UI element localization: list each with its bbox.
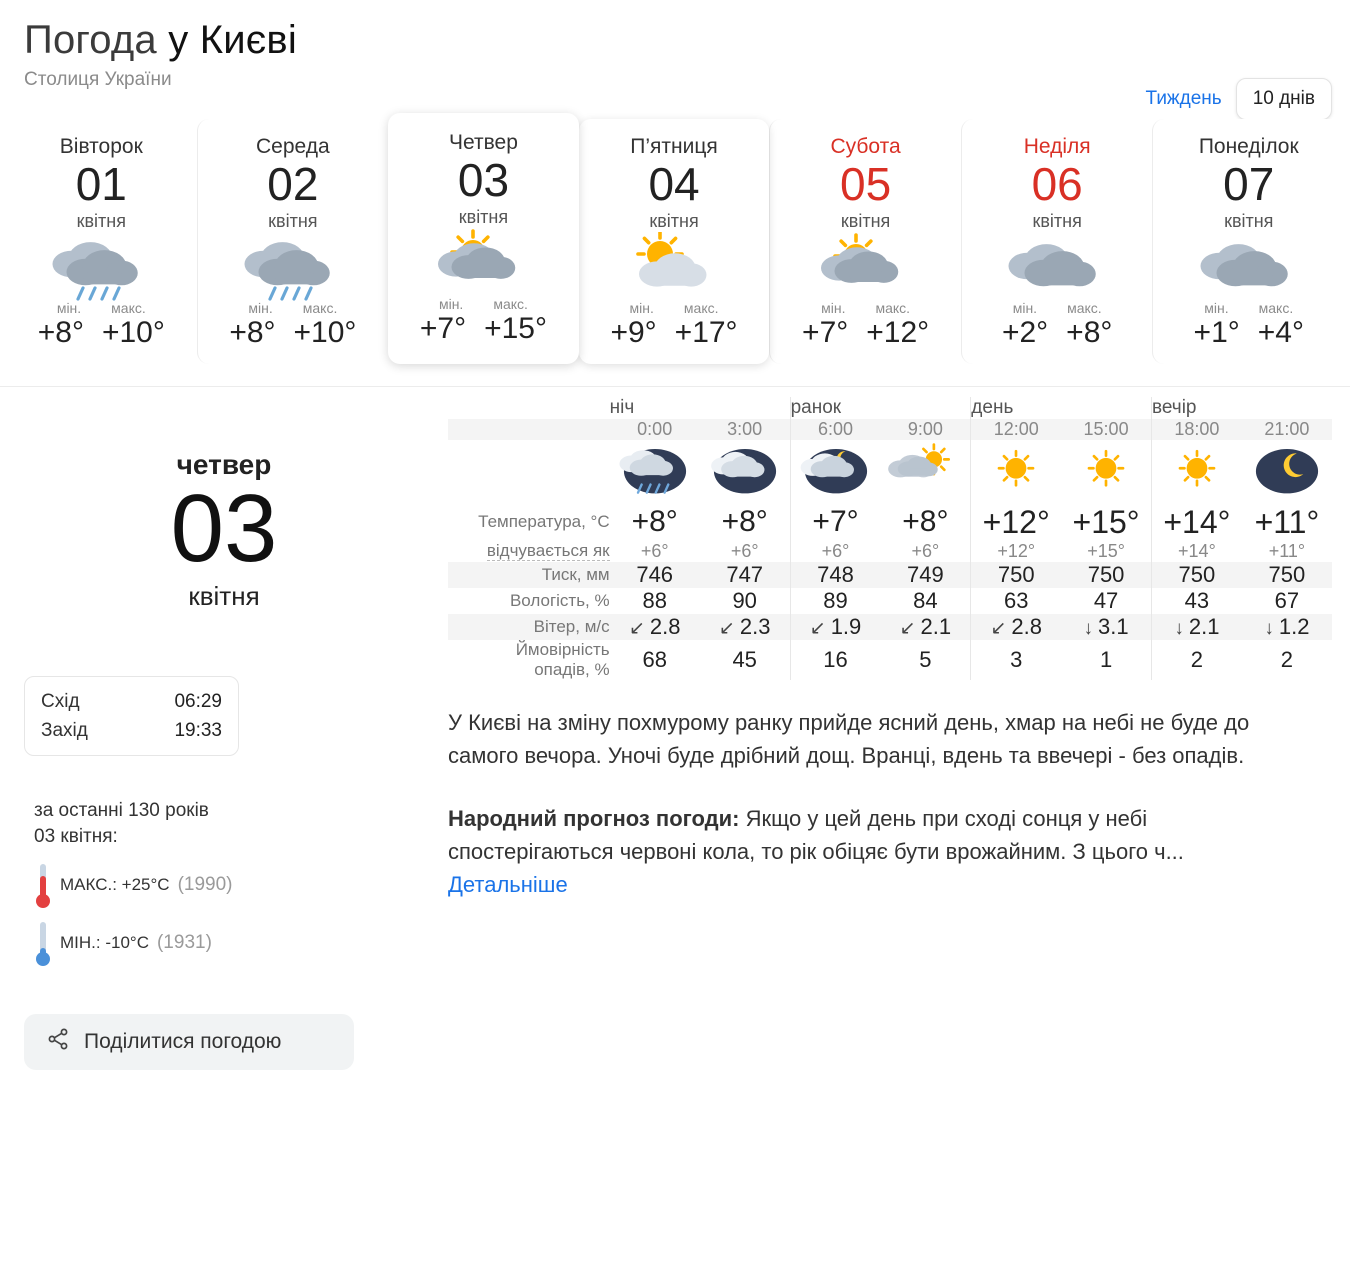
day-min-temp: +1° <box>1193 315 1240 349</box>
part-of-day-0: ніч <box>609 396 635 418</box>
pressure-cell-2: 748 <box>790 562 880 588</box>
day-max-temp: +10° <box>101 315 165 349</box>
wind-cell-5: ↓ 3.1 <box>1061 614 1151 640</box>
day-max-label: макс. <box>493 295 528 312</box>
day-number: 02 <box>267 158 319 210</box>
day-min-temp: +8° <box>229 315 276 349</box>
day-minmax-values <box>10 316 193 350</box>
hour-weather-sun-icon <box>1151 440 1241 504</box>
wind-cell-1: ↙ 2.3 <box>700 614 790 640</box>
day-weather-sun-cloud-icon <box>774 236 957 298</box>
page-title-prefix: Погода <box>24 18 157 62</box>
temperature-cell-7: +11° <box>1254 503 1320 540</box>
day-card-02[interactable] <box>197 119 389 364</box>
day-minmax-labels <box>966 300 1149 316</box>
hour-weather-night-partly-icon <box>790 440 880 504</box>
sunset-label: Захід <box>41 719 88 741</box>
hour-weather-sun-icon <box>971 440 1061 504</box>
pressure-cell-5: 750 <box>1061 562 1151 588</box>
historical-min-year: (1931) <box>156 931 212 953</box>
sunrise-row <box>41 687 222 716</box>
pressure-cell-4: 750 <box>971 562 1061 588</box>
precipitation-cell-7: 2 <box>1280 646 1294 672</box>
humidity-cell-0: 88 <box>642 587 667 613</box>
day-minmax-labels <box>774 300 957 316</box>
period-switch <box>1138 78 1332 120</box>
historical-title-line1: за останні 130 років <box>34 800 209 822</box>
hour-weather-night-cloud-icon <box>700 440 790 504</box>
day-min-temp: +7° <box>419 311 467 345</box>
selected-day-number: 03 <box>170 474 278 582</box>
day-max-label: макс. <box>875 299 911 316</box>
wind-direction-icon: ↙ <box>990 617 1007 639</box>
humidity-cell-1: 90 <box>732 587 757 613</box>
day-minmax-labels <box>583 300 766 316</box>
day-max-temp: +8° <box>1066 315 1113 349</box>
day-minmax-values <box>583 316 766 350</box>
wind-label: Вітер, м/с <box>448 614 610 640</box>
day-month: квітня <box>840 210 891 231</box>
temperature-cell-6: +14° <box>1151 504 1241 541</box>
day-month: квітня <box>1224 210 1274 231</box>
feels-like-cell-0: +6° <box>640 540 669 561</box>
feels-like-row <box>448 541 1332 562</box>
time-cell-21:00: 21:00 <box>1242 419 1332 440</box>
day-min-label: мін. <box>821 299 846 316</box>
day-weather-cloud-icon <box>966 236 1149 298</box>
page-title-city: у Києві <box>168 18 297 62</box>
day-card-07[interactable] <box>1152 119 1344 364</box>
day-max-label: макс. <box>1067 299 1102 316</box>
historical-min-row <box>34 920 448 966</box>
day-weekday: Неділя <box>1023 135 1091 158</box>
weather-description: У Києві на зміну похмурому ранку прийде ясний день, хмар на небі не буде до самого вечора. Уночі буде дрібний дощ. Вранці, вдень та ввечері - без опадів. <box>448 709 1250 768</box>
day-month: квітня <box>76 210 126 231</box>
wind-direction-icon: ↙ <box>899 617 916 639</box>
historical-min-label: МІН.: -10°C <box>60 932 149 952</box>
sunset-row <box>41 716 222 745</box>
precipitation-cell-5: 1 <box>1099 646 1113 672</box>
humidity-cell-4: 63 <box>971 588 1061 614</box>
wind-cell-7: ↓ 1.2 <box>1242 614 1332 640</box>
humidity-cell-5: 47 <box>1093 587 1119 613</box>
temperature-cell-2: +7° <box>790 504 880 541</box>
hour-weather-sun-cloud-small-icon <box>880 440 970 504</box>
details-section <box>0 387 1350 1070</box>
pressure-label: Тиск, мм <box>448 562 610 588</box>
feels-like-label: відчувається як <box>486 541 610 561</box>
time-cell-15:00: 15:00 <box>1061 419 1151 440</box>
share-weather-label: Поділитися погодою <box>84 1029 282 1053</box>
pressure-cell-3: 749 <box>880 562 970 588</box>
day-weekday: Вівторок <box>59 135 143 158</box>
day-weekday: П’ятниця <box>630 135 718 158</box>
day-minmax-labels <box>202 300 385 316</box>
wind-cell-6: ↓ 2.1 <box>1151 614 1241 640</box>
day-max-label: макс. <box>111 299 146 316</box>
day-max-temp: +4° <box>1257 315 1304 349</box>
day-weather-sun-cloud-icon <box>392 232 575 294</box>
day-min-label: мін. <box>56 299 82 316</box>
feels-like-cell-7: +11° <box>1268 540 1306 561</box>
day-number: 03 <box>457 154 510 206</box>
folk-forecast-text: Якщо у цей день при сході сонця у небі спостерігаються червоні кола, то рік обіцяє бути врожайним. З цього ч... <box>448 805 1184 864</box>
pressure-cell-0: 746 <box>610 562 700 588</box>
feels-like-cell-4: +12° <box>971 541 1061 562</box>
day-minmax-values <box>774 316 957 350</box>
details-left-column <box>0 397 448 1070</box>
day-weekday: Понеділок <box>1198 135 1299 158</box>
humidity-cell-3: 84 <box>913 587 938 613</box>
feels-like-cell-3: +6° <box>911 540 940 561</box>
temperature-cell-3: +8° <box>902 505 949 539</box>
sunrise-label: Схід <box>41 690 80 712</box>
precipitation-cell-2: 16 <box>790 640 880 680</box>
thermometer-cold-icon <box>34 920 52 966</box>
time-cell-6:00: 6:00 <box>790 419 880 440</box>
day-max-temp: +10° <box>293 315 357 349</box>
wind-direction-icon: ↓ <box>1083 617 1094 639</box>
thermometer-hot-icon <box>34 862 52 908</box>
historical-records <box>34 798 448 965</box>
day-max-temp: +12° <box>866 315 930 349</box>
temperature-cell-0: +8° <box>631 505 678 539</box>
precipitation-cell-6: 2 <box>1151 640 1241 680</box>
day-month: квітня <box>649 210 699 231</box>
feels-like-cell-6: +14° <box>1151 541 1241 562</box>
sunset-value: 19:33 <box>174 719 222 741</box>
day-card-06[interactable] <box>961 119 1153 364</box>
time-cell-0:00: 0:00 <box>610 419 700 440</box>
hourly-forecast-table <box>448 397 1332 680</box>
day-max-label: макс. <box>1258 299 1294 316</box>
hour-weather-moon-icon <box>1242 440 1332 504</box>
day-min-temp: +8° <box>37 315 84 349</box>
day-min-temp: +9° <box>610 315 657 349</box>
day-minmax-values <box>1157 316 1340 350</box>
day-month: квітня <box>1032 210 1082 231</box>
humidity-cell-6: 43 <box>1151 588 1241 614</box>
wind-direction-icon: ↓ <box>1174 617 1184 639</box>
day-weather-rain-icon <box>202 236 385 298</box>
pressure-cell-1: 747 <box>700 562 790 588</box>
day-weekday: Середа <box>256 135 330 158</box>
share-icon <box>46 1027 70 1057</box>
temperature-label: Температура, °C <box>478 512 610 532</box>
day-number: 07 <box>1223 158 1275 210</box>
humidity-row <box>448 588 1332 614</box>
day-weekday: Субота <box>830 135 901 158</box>
day-card-01[interactable] <box>6 119 197 364</box>
wind-row <box>448 614 1332 640</box>
day-month: квітня <box>268 210 318 231</box>
selected-day-weekday: четвер <box>176 448 272 480</box>
pressure-cell-6: 750 <box>1151 562 1241 588</box>
pressure-cell-7: 750 <box>1242 562 1332 588</box>
day-minmax-labels <box>392 296 575 312</box>
folk-forecast-more-link[interactable]: Детальніше <box>448 871 568 897</box>
sunrise-value: 06:29 <box>174 690 222 712</box>
temperature-cell-1: +8° <box>721 505 768 539</box>
feels-like-cell-1: +6° <box>730 540 759 561</box>
day-card-03[interactable] <box>388 113 579 364</box>
page-subtitle: Столиця України <box>24 69 172 90</box>
sun-times-box <box>24 676 239 757</box>
precipitation-cell-1: 45 <box>732 646 757 672</box>
day-weather-rain-icon <box>10 236 193 298</box>
day-number: 04 <box>648 158 700 210</box>
historical-title-line2: 03 квітня: <box>34 826 118 848</box>
wind-direction-icon: ↙ <box>718 617 735 639</box>
day-min-label: мін. <box>248 299 273 316</box>
page-title <box>24 18 1350 63</box>
day-min-temp: +7° <box>802 315 849 349</box>
hour-weather-sun-icon <box>1061 440 1151 504</box>
wind-direction-icon: ↓ <box>1264 617 1274 639</box>
day-month: квітня <box>458 206 509 227</box>
day-card-05[interactable] <box>769 119 961 364</box>
day-max-temp: +15° <box>484 311 547 345</box>
day-minmax-values <box>202 316 385 350</box>
wind-cell-0: ↙ 2.8 <box>610 614 700 640</box>
temperature-row <box>448 504 1332 541</box>
details-right-column <box>448 397 1350 1070</box>
day-minmax-labels <box>1157 300 1340 316</box>
day-min-temp: +2° <box>1001 315 1049 349</box>
folk-forecast <box>448 802 1278 901</box>
historical-max-row <box>34 862 448 908</box>
selected-day-month: квітня <box>188 580 260 611</box>
day-max-label: макс. <box>302 299 338 316</box>
day-number: 06 <box>1031 158 1083 210</box>
time-cell-12:00: 12:00 <box>971 419 1061 440</box>
temperature-cell-5: +15° <box>1072 503 1140 540</box>
wind-cell-4: ↙ 2.8 <box>971 614 1061 640</box>
precipitation-row <box>448 640 1332 680</box>
part-of-day-1: ранок <box>790 397 971 419</box>
precipitation-cell-3: 5 <box>919 646 932 672</box>
historical-max-year: (1990) <box>177 873 233 895</box>
day-min-label: мін. <box>1012 299 1038 316</box>
share-weather-button[interactable] <box>24 1014 354 1070</box>
wind-direction-icon: ↙ <box>628 617 645 639</box>
hour-weather-night-rain-icon <box>610 440 700 504</box>
day-min-label: мін. <box>629 299 654 316</box>
time-row <box>448 419 1332 440</box>
selected-day <box>0 397 448 612</box>
pressure-row <box>448 562 1332 588</box>
hour-icons-row <box>448 440 1332 504</box>
historical-max-label: МАКС.: +25°C <box>60 874 170 894</box>
day-max-label: макс. <box>683 299 719 316</box>
day-weather-cloud-icon <box>1157 236 1340 298</box>
part-of-day-3: вечір <box>1151 397 1332 419</box>
day-weather-sun-cloud-light-icon <box>583 236 766 298</box>
day-max-temp: +17° <box>674 315 738 349</box>
day-number: 05 <box>840 158 892 210</box>
period-ten-days-button[interactable]: 10 днів <box>1236 78 1332 120</box>
precipitation-cell-4: 3 <box>971 640 1061 680</box>
wind-cell-3: ↙ 2.1 <box>880 614 970 640</box>
precipitation-label: Ймовірність опадів, % <box>515 639 610 679</box>
temperature-cell-4: +12° <box>971 504 1061 541</box>
humidity-label: Вологість, % <box>509 590 610 610</box>
day-min-label: мін. <box>1204 299 1229 316</box>
day-number: 01 <box>75 158 127 210</box>
day-minmax-values <box>392 312 575 346</box>
humidity-cell-7: 67 <box>1274 587 1300 613</box>
feels-like-cell-5: +15° <box>1087 540 1125 561</box>
period-week-link[interactable]: Тиждень <box>1145 88 1222 109</box>
wind-direction-icon: ↙ <box>809 617 826 639</box>
day-minmax-labels <box>10 300 193 316</box>
day-min-label: мін. <box>438 295 464 312</box>
precipitation-cell-0: 68 <box>642 646 667 672</box>
folk-forecast-label: Народний прогноз погоди: <box>448 805 740 831</box>
feels-like-cell-2: +6° <box>790 541 880 562</box>
parts-row <box>448 397 1332 419</box>
time-cell-9:00: 9:00 <box>880 419 970 440</box>
day-weekday: Четвер <box>449 131 518 154</box>
time-cell-18:00: 18:00 <box>1151 419 1241 440</box>
wind-cell-2: ↙ 1.9 <box>790 614 880 640</box>
humidity-cell-2: 89 <box>790 588 880 614</box>
day-minmax-values <box>966 316 1149 350</box>
daily-forecast-strip <box>6 119 1344 364</box>
part-of-day-2: день <box>971 397 1152 419</box>
time-cell-3:00: 3:00 <box>700 419 790 440</box>
day-card-04[interactable] <box>579 119 770 364</box>
